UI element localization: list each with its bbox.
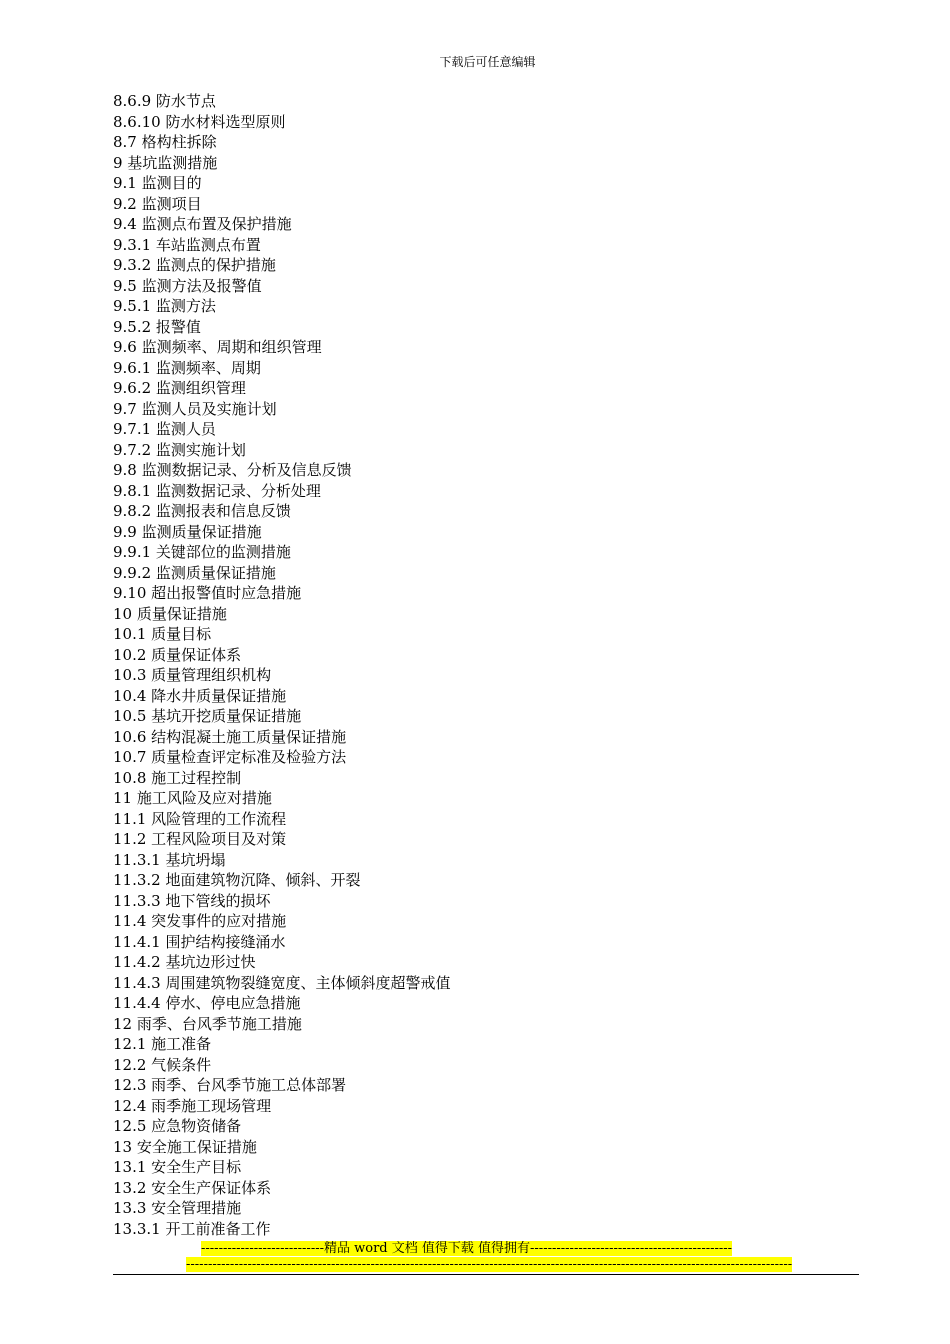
toc-entry: 11.4.4 停水、停电应急措施	[113, 994, 301, 1012]
toc-entry: 9.9.1 关键部位的监测措施	[113, 543, 291, 561]
toc-entry: 9.4 监测点布置及保护措施	[113, 215, 292, 233]
toc-entry: 9.3.1 车站监测点布置	[113, 235, 261, 254]
toc-entry: 11.3.3 地下管线的损坏	[113, 891, 271, 910]
toc-entry: 9.7 监测人员及实施计划	[113, 399, 277, 418]
toc-entry: 11 施工风险及应对措施	[113, 789, 272, 807]
toc-entry: 11.3.2 地面建筑物沉降、倾斜、开裂	[113, 871, 361, 889]
toc-entry: 11.1 风险管理的工作流程	[113, 809, 287, 828]
toc-entry: 8.6.10 防水材料选型原则	[113, 112, 286, 131]
toc-entry: 8.7 格构柱拆除	[113, 133, 217, 151]
toc-entry: 9.6.1 监测频率、周期	[113, 358, 261, 377]
toc-entry: 10.3 质量管理组织机构	[113, 666, 272, 684]
toc-entry: 12.1 施工准备	[113, 1035, 212, 1053]
toc-entry: 11.4.3 周围建筑物裂缝宽度、主体倾斜度超警戒值	[113, 973, 451, 992]
table-of-contents	[113, 91, 873, 1239]
toc-entry: 12.3 雨季、台风季节施工总体部署	[113, 1076, 347, 1094]
footer-divider	[113, 1274, 859, 1275]
toc-entry: 10.1 质量目标	[113, 625, 212, 643]
toc-entry: 10.6 结构混凝土施工质量保证措施	[113, 727, 347, 746]
footer-dash-text: ------------------------------------------------------------------------------------------------------------------------------------------	[186, 1257, 793, 1272]
toc-entry: 9 基坑监测措施	[113, 153, 218, 172]
toc-entry: 10.4 降水井质量保证措施	[113, 686, 287, 705]
toc-entry: 9.7.2 监测实施计划	[113, 440, 246, 459]
toc-entry: 13.3 安全管理措施	[113, 1199, 242, 1217]
toc-entry: 9.8 监测数据记录、分析及信息反馈	[113, 461, 352, 479]
toc-entry: 13.3.1 开工前准备工作	[113, 1219, 271, 1238]
toc-entry: 9.1 监测目的	[113, 174, 202, 192]
toc-entry: 9.8.2 监测报表和信息反馈	[113, 502, 291, 520]
toc-entry: 9.2 监测项目	[113, 194, 202, 213]
toc-entry: 12.5 应急物资储备	[113, 1117, 242, 1135]
toc-entry: 9.10 超出报警值时应急措施	[113, 584, 302, 602]
toc-entry: 9.5.2 报警值	[113, 317, 201, 336]
toc-entry: 9.7.1 监测人员	[113, 420, 216, 438]
toc-entry: 10.8 施工过程控制	[113, 768, 242, 787]
toc-entry: 13 安全施工保证措施	[113, 1137, 257, 1156]
toc-entry: 9.9.2 监测质量保证措施	[113, 563, 276, 582]
toc-entry: 9.8.1 监测数据记录、分析处理	[113, 481, 321, 500]
toc-entry: 12.2 气候条件	[113, 1055, 212, 1074]
toc-entry: 11.4 突发事件的应对措施	[113, 912, 287, 930]
toc-entry: 11.2 工程风险项目及对策	[113, 830, 287, 848]
toc-entry: 8.6.9 防水节点	[113, 92, 216, 110]
page-header-note: 下载后可任意编辑	[439, 55, 536, 69]
toc-entry: 9.6 监测频率、周期和组织管理	[113, 338, 322, 356]
toc-entry: 10.5 基坑开挖质量保证措施	[113, 707, 302, 725]
toc-entry: 9.6.2 监测组织管理	[113, 379, 246, 397]
toc-entry: 12.4 雨季施工现场管理	[113, 1096, 272, 1115]
toc-entry: 11.4.1 围护结构接缝涌水	[113, 932, 286, 951]
footer-banner-text: ----------------------------精品 word 文档 值得下载 值得拥有----------------------------------------------	[201, 1241, 733, 1256]
toc-entry: 11.4.2 基坑边形过快	[113, 953, 256, 971]
toc-entry: 9.5 监测方法及报警值	[113, 276, 262, 295]
toc-entry: 13.1 安全生产目标	[113, 1158, 242, 1176]
toc-entry: 11.3.1 基坑坍塌	[113, 850, 226, 869]
toc-entry: 12 雨季、台风季节施工措施	[113, 1014, 302, 1033]
toc-entry: 9.3.2 监测点的保护措施	[113, 256, 276, 274]
toc-entry: 9.9 监测质量保证措施	[113, 522, 262, 541]
toc-entry: 9.5.1 监测方法	[113, 297, 216, 315]
toc-entry: 13.2 安全生产保证体系	[113, 1178, 272, 1197]
toc-entry: 10 质量保证措施	[113, 604, 227, 623]
footer-dash-line	[0, 1257, 950, 1272]
footer-banner	[0, 1241, 950, 1256]
toc-entry: 10.2 质量保证体系	[113, 645, 242, 664]
toc-entry: 10.7 质量检查评定标准及检验方法	[113, 748, 347, 766]
